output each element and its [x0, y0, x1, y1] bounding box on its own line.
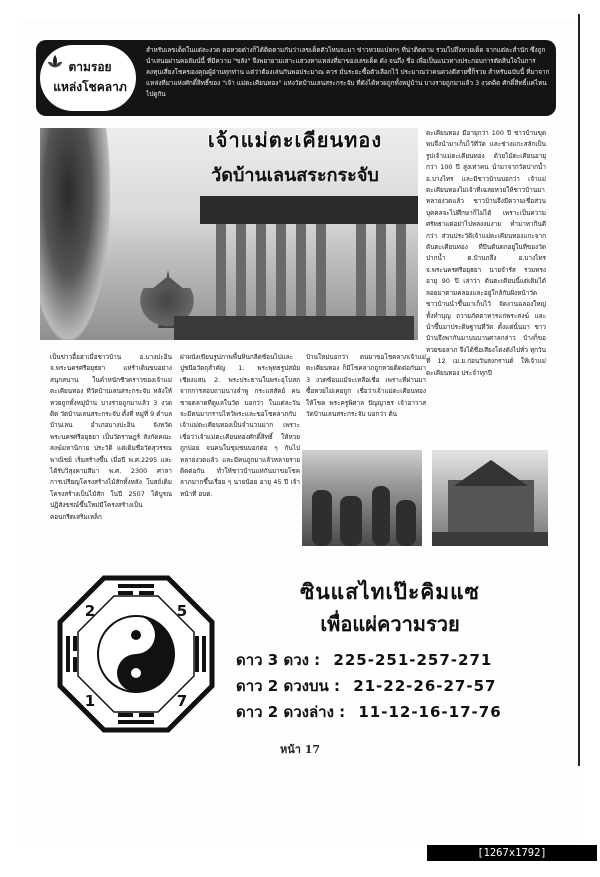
lottery-row-label: ดาว 2 ดวงบน : [236, 677, 340, 695]
temple-building-photo [432, 450, 548, 546]
article-column-right: ตะเคียนทอง มีอายุกว่า 100 ปี ชาวบ้านขุดพบจึงนำมาเก็บไว้ที่วัด และช่างแกะสลักเป็นรูปเจ้าแม่ตะเคียนทอง ด้วยไม้ตะเคียนอายุกว่า 100 ปี สูงเท่าคน นำมาจากวัดปากน้ำ อ.บางไทร และมีชาวบ้านบอกว่า เจ้าแม่ตะเคียนทองไม่เจ้าที่เฉลยหวยให้ชาวบ้านมาหลายงวดแล้ว ชาวบ้านจึงมีความเชื่อส่วนบุคคลจะไปศึกษาก็ไม่ได้ เพราะเป็นความศรัทธาแต่อย่าไปหลงงมงาย ทำมาหากินดีกว่า ส่วนประวัติเจ้าแม่ตะเคียนทองแกะจากต้นตะเคียนทอง ที่ปีนต้นตกอยู่ในที่ของวัดปากน้ำ ต.บ้านกลึง อ.บางไทร จ.พระนครศรีอยุธยา นายจำรัส รวมทรง อายุ 90 ปี เล่าว่า ต้นตะเคียนนี้แต่เดิมได้ลอยมาตามคลองและอยู่ใกล้กับฝั่งหน้าวัด ชาวบ้านนำขึ้นมาเก็บไว้ จัดงานฉลองใหญ่ ทั้งทำบุญ ถวายภัตตาหารแก่พระสงฆ์ และนำขึ้นมาประดิษฐานที่วัด ตั้งแต่นั้นมา ชาวบ้านจึงพากันมาบนบานศาลกล่าว บ้างก็ขอหวยขอลาภ จึงได้ชื่อเสียงโด่งดังไปทั่ว ทุกวันที่ 12 เม.ย.ก่อนวันสงกรานต์ ให้เจ้าแม่ตะเคียนทอง ประจำทุกปี [426, 129, 546, 377]
lottery-row-numbers: 225-251-257-271 [333, 651, 493, 669]
photo-shrine-roof [200, 196, 418, 224]
trigram-number-7: 7 [176, 692, 188, 710]
headline-line-1: เจ้าแม่ตะเคียนทอง [207, 128, 383, 152]
trigram-number-2: 2 [84, 602, 96, 620]
page-number: หน้า 17 [279, 743, 321, 756]
lottery-row-3-digit [236, 648, 546, 672]
article-column-2: ฝาผนังเขียนรูปภาพพื้นหินกลีดซ้อนไปและปูชนียวัตถุสำคัญ 1. พระพุทธรูปสมัยเชียงแสน 2. พระประธานในพระอุโบสถ จากการสอบถามนางลำพู กระแสสัตย์ คนชายตลาดที่ดูแลในวัด บอกว่า ในแต่ละวันจะมีคนมากราบไหว้พระและขอโชคลาภกับเจ้าแม่ตะเคียนทองเป็นจำนวนมาก เพราะเชื่อว่าเจ้าแม่ตะเคียนทองศักดิ์สิทธิ์ ให้หวยถูกบ่อย จนคนในชุมชนบอกต่อ ๆ กันไปหลายงวดแล้ว และมีคนถูกมาแล้วหลายรายติดต่อกัน ทำให้ชาวบ้านแห่กันมาขอโชคลาภมากขึ้นเรื่อย ๆ นายน้อย อายุ 45 ปี เจ้าหน้าที่ อบต. [180, 353, 300, 498]
image-host-footer[interactable]: [1267x1792] http://upic.me/ [427, 845, 597, 861]
lottery-row-numbers: 11-12-16-17-76 [358, 703, 502, 721]
lottery-row-numbers: 21-22-26-27-57 [353, 677, 497, 695]
trigram-number-1: 1 [84, 692, 96, 710]
logo-line-2: แหล่งโชคลาภ [53, 80, 127, 94]
photo-trees [40, 128, 110, 340]
column-intro-text: สำหรับเลขเด็ดในแต่ละงวด คอหวยต่างก็ได้ติดตามกันว่าเลขเด็ดตัวไหนจะมา ข่าวหวยแปลกๆ ที่น่าติดตาม รวมไปถึงหวยเด็ด จากแต่ละสำนัก ซึ่งถูกนำเสนอผ่านคอลัมน์นี้ ที่มีความ "ขลัง" จึงพยายามเสาะแสวงหาแหล่งที่มาของเลขเด็ด ดัง จนถึง ชื่อ เพื่อเป็นแนวทางประกอบการตัดสินใจในการลงทุนเสี่ยงโชคของคุณผู้อ่านทุกท่าน แต่ว่าต้องเล่นกันพอประมาณ ควร มั่นระยะซื้อตัวเลือกไว้ ประมาณว่าคนดวงดีสายซื้ก็รวย สำหรับฉบับนี้ ที่มาจากแหล่งที่มาแห่งศักดิ์สิทธิ์ของ "เจ้า แม่ตะเคียนทอง" แห่งวัดบ้านเลนสระกระจับ ที่ดังได้หวยถูกทั้งหมู่บ้าน บางรายถูกมาแล้ว 3 งวดติด ศักดิ์สิทธิ์แค่ไหนไปดูกัน [146, 46, 550, 98]
lottery-row-2-digit-bottom [236, 700, 546, 724]
ad-subtitle: เพื่อแผ่ความรวย [320, 612, 460, 636]
article-headline [170, 124, 420, 189]
column-header-banner [36, 40, 556, 116]
lottery-advertisement [50, 570, 550, 738]
photo-shrine-base [174, 316, 414, 340]
worshippers-photo [302, 450, 422, 546]
page-border-rule [578, 14, 580, 766]
logo-line-1: ตามรอย [68, 60, 112, 74]
column-logo [40, 45, 136, 111]
lottery-row-2-digit-top [236, 674, 546, 698]
lottery-row-label: ดาว 2 ดวงล่าง : [236, 703, 346, 721]
lottery-row-label: ดาว 3 ดวง : [236, 651, 321, 669]
ad-title: ซินแสไทเป๊ะคิมแซ [300, 580, 480, 604]
headline-line-2: วัดบ้านเลนสระกระจับ [211, 165, 379, 186]
trigram-number-5: 5 [176, 602, 188, 620]
article-column-3: บ้านใหม่บอกว่า ตนมาขอโชคลาภเจ้าแม่ตะเคียนทอง ก็มีโชคลาภถูกหวยติดต่อกันมา 3 งวดซ้อนแม้จะเหลือเชื่อ เพราะที่ผ่านมาซื้อหวยไม่เคยถูก เชื่อว่าเจ้าแม่ตะเคียนทองให้โชค พระครูพิศาล ปัญญาธร เจ้าอาวาสวัดบ้านเลนสระกระจับ บอกว่า ต้น [306, 353, 426, 419]
bagua-yin-yang-icon [56, 574, 216, 734]
article-column-1: เป็นข่าวอื้อฮาเมื่อชาวบ้าน อ.บางปะอิน จ.พระนครศรีอยุธยา แห่ร้าเดินขบอย่างสนุกสนาน ในคำหนักชีวคราวของเจ้าแม่ตะเคียนทอง ที่วัดบ้านเลนสระกระจับ หลังให้หวยถูกทั้งหมู่บ้าน บางรายถูกมาแล้ว 3 งวดติด วัดบ้านเลนสระกระจับ ตั้งที่ หมู่ที่ 9 ตำบลบ้านเลน อำเภอบางปะอิน จังหวัดพระนครศรีอยุธยา เป็นวัดราษฎร์ สังกัดคณะสงฆ์มหานิกาย ประวัติ แต่เดิมชื่อวัดสุวรรณพาณิชย์ เริ่มสร้างขึ้น เมื่อปี พ.ศ.2295 และได้รับวิสุงคามสีมา พ.ศ. 2300 ศาลาการเปรียญโครงสร้างไม้สักทั้งหลัง โบสถ์เดิมโครงสร้างเป็นไม้สัก ในปี 2507 ได้บูรณปฏิสังขรณ์ขึ้นใหม่มีโครงสร้างเป็นคอนกรีตเสริมเหล็ก [50, 353, 172, 521]
